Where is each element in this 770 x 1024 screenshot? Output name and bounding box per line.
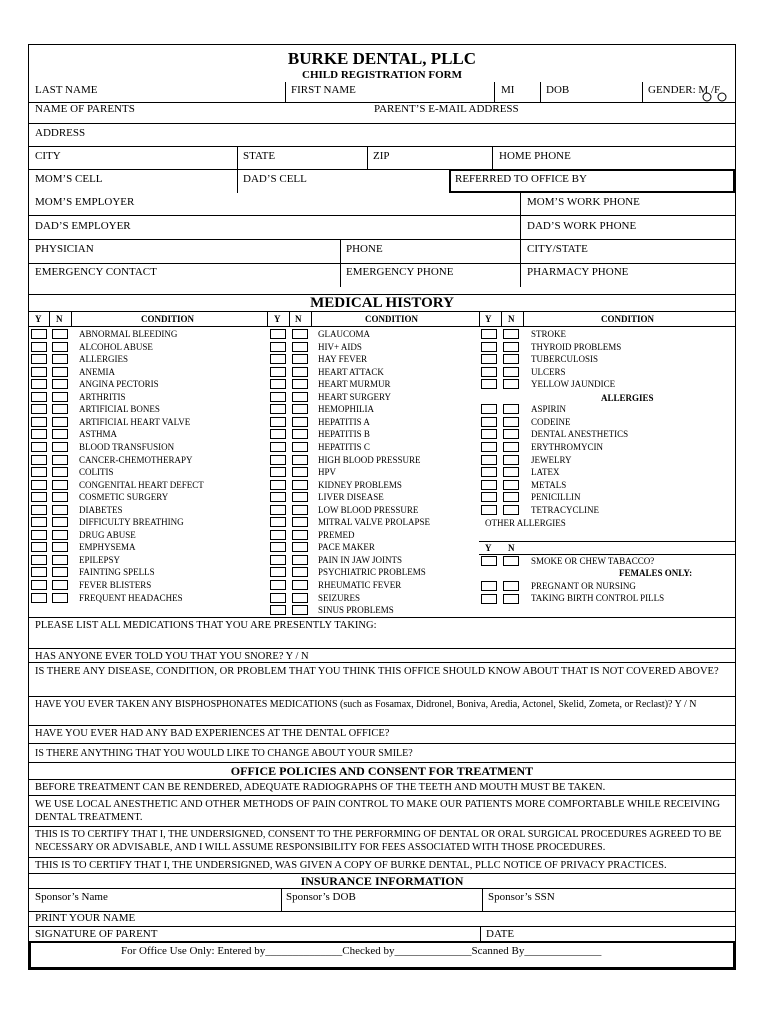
condition-no-checkbox[interactable] bbox=[52, 467, 68, 477]
condition-yes-checkbox[interactable] bbox=[270, 567, 286, 577]
condition-label: PAIN IN JAW JOINTS bbox=[318, 554, 403, 565]
condition-no-checkbox[interactable] bbox=[292, 505, 308, 515]
col2-n-header: N bbox=[295, 314, 302, 324]
condition-label: ABNORMAL BLEEDING bbox=[79, 329, 178, 339]
pregnant-question: PREGNANT OR NURSING bbox=[531, 581, 636, 591]
condition-no-checkbox[interactable] bbox=[52, 429, 68, 439]
condition-label: HEPATITIS C bbox=[318, 441, 370, 452]
condition-no-checkbox[interactable] bbox=[52, 593, 68, 603]
condition-yes-checkbox[interactable] bbox=[481, 379, 497, 389]
col3-condition-header: CONDITION bbox=[601, 314, 655, 324]
condition-no-checkbox[interactable] bbox=[52, 404, 68, 414]
condition-yes-checkbox[interactable] bbox=[481, 329, 497, 339]
condition-yes-checkbox[interactable] bbox=[31, 354, 47, 364]
condition-yes-checkbox[interactable] bbox=[31, 342, 47, 352]
condition-no-checkbox[interactable] bbox=[52, 480, 68, 490]
condition-label: YELLOW JAUNDICE bbox=[531, 379, 616, 390]
birth-control-question: TAKING BIRTH CONTROL PILLS bbox=[531, 593, 665, 603]
condition-yes-checkbox[interactable] bbox=[31, 329, 47, 339]
condition-label: EMPHYSEMA bbox=[79, 542, 136, 553]
female-question-yes-checkbox[interactable] bbox=[481, 594, 497, 604]
condition-no-checkbox[interactable] bbox=[52, 367, 68, 377]
condition-no-checkbox[interactable] bbox=[292, 455, 308, 465]
condition-label: MITRAL VALVE PROLAPSE bbox=[318, 517, 431, 528]
condition-no-checkbox[interactable] bbox=[292, 354, 308, 364]
condition-no-checkbox[interactable] bbox=[52, 542, 68, 552]
home-phone-field[interactable]: HOME PHONE bbox=[499, 150, 571, 162]
condition-label: METALS bbox=[531, 479, 567, 490]
condition-no-checkbox[interactable] bbox=[52, 342, 68, 352]
condition-yes-checkbox[interactable] bbox=[31, 530, 47, 540]
condition-label: THYROID PROBLEMS bbox=[531, 341, 622, 352]
condition-no-checkbox[interactable] bbox=[292, 605, 308, 615]
name-of-parents-field[interactable]: NAME OF PARENTS bbox=[35, 103, 135, 115]
condition-label: ASTHMA bbox=[79, 429, 118, 440]
condition-label: CANCER-CHEMOTHERAPY bbox=[79, 454, 193, 465]
condition-label: JEWELRY bbox=[531, 454, 572, 465]
condition-yes-checkbox[interactable] bbox=[31, 593, 47, 603]
condition-label: HIGH BLOOD PRESSURE bbox=[318, 454, 421, 465]
smoke-no-checkbox[interactable] bbox=[503, 556, 519, 566]
condition-label: LIVER DISEASE bbox=[318, 492, 384, 503]
condition-yes-checkbox[interactable] bbox=[270, 492, 286, 502]
condition-yes-checkbox[interactable] bbox=[270, 404, 286, 414]
parent-email-field[interactable]: PARENT’S E-MAIL ADDRESS bbox=[374, 103, 519, 115]
bisphosphonates-question[interactable]: HAVE YOU EVER TAKEN ANY BISPHOSPHONATES MEDICATIONS (such as Fosamax, Didronel, Boniva, Aredia, Actonel, Skelid, Zometa, or Reclast)? Y / N bbox=[35, 699, 697, 710]
policy-anesthetic: WE USE LOCAL ANESTHETIC AND OTHER METHODS OF PAIN CONTROL TO MAKE OUR PATIENTS MORE COMFORTABLE WHILE RECEIVING DENTAL TREATMENT. bbox=[35, 799, 721, 823]
condition-yes-checkbox[interactable] bbox=[270, 542, 286, 552]
condition-no-checkbox[interactable] bbox=[292, 379, 308, 389]
condition-yes-checkbox[interactable] bbox=[31, 555, 47, 565]
medical-history-title: MEDICAL HISTORY bbox=[310, 295, 454, 311]
condition-yes-checkbox[interactable] bbox=[31, 467, 47, 477]
condition-yes-checkbox[interactable] bbox=[31, 517, 47, 527]
condition-yes-checkbox[interactable] bbox=[31, 480, 47, 490]
condition-label: SINUS PROBLEMS bbox=[318, 605, 394, 616]
condition-yes-checkbox[interactable] bbox=[270, 342, 286, 352]
allergy-no-checkbox[interactable] bbox=[503, 492, 519, 502]
condition-label: DENTAL ANESTHETICS bbox=[531, 429, 629, 440]
form-title: CHILD REGISTRATION FORM bbox=[302, 69, 462, 81]
zip-field[interactable]: ZIP bbox=[373, 150, 390, 162]
condition-no-checkbox[interactable] bbox=[292, 467, 308, 477]
col2-condition-header: CONDITION bbox=[365, 314, 419, 324]
allergy-yes-checkbox[interactable] bbox=[481, 417, 497, 427]
condition-label: PACE MAKER bbox=[318, 542, 375, 553]
dads-employer-field[interactable]: DAD’S EMPLOYER bbox=[35, 220, 131, 232]
gender-field[interactable]: GENDER: M /F bbox=[648, 84, 721, 96]
condition-no-checkbox[interactable] bbox=[503, 379, 519, 389]
condition-label: HEPATITIS A bbox=[318, 416, 370, 427]
condition-no-checkbox[interactable] bbox=[292, 480, 308, 490]
condition-no-checkbox[interactable] bbox=[52, 492, 68, 502]
condition-label: COLITIS bbox=[79, 467, 114, 478]
condition-label: HEART MURMUR bbox=[318, 379, 391, 390]
condition-yes-checkbox[interactable] bbox=[270, 505, 286, 515]
condition-label: CODEINE bbox=[531, 416, 571, 427]
condition-label: HEMOPHILIA bbox=[318, 404, 374, 415]
last-name-field[interactable]: LAST NAME bbox=[35, 84, 98, 96]
allergy-yes-checkbox[interactable] bbox=[481, 492, 497, 502]
print-name-field[interactable]: PRINT YOUR NAME bbox=[35, 912, 136, 924]
condition-label: ARTIFICIAL BONES bbox=[79, 404, 160, 415]
condition-no-checkbox[interactable] bbox=[292, 555, 308, 565]
smoke-yes-checkbox[interactable] bbox=[481, 556, 497, 566]
condition-label: GLAUCOMA bbox=[318, 329, 371, 339]
condition-label: DRUG ABUSE bbox=[79, 529, 136, 540]
condition-yes-checkbox[interactable] bbox=[270, 480, 286, 490]
condition-no-checkbox[interactable] bbox=[292, 442, 308, 452]
condition-label: ARTIFICIAL HEART VALVE bbox=[79, 416, 191, 427]
condition-no-checkbox[interactable] bbox=[503, 354, 519, 364]
mi-field[interactable]: MI bbox=[501, 84, 515, 96]
col1-n-header: N bbox=[56, 314, 63, 324]
col2-y-header: Y bbox=[274, 314, 281, 324]
condition-yes-checkbox[interactable] bbox=[31, 392, 47, 402]
condition-yes-checkbox[interactable] bbox=[31, 417, 47, 427]
condition-label: HEART ATTACK bbox=[318, 366, 384, 377]
condition-no-checkbox[interactable] bbox=[52, 567, 68, 577]
condition-label: ASPIRIN bbox=[531, 404, 567, 415]
allergy-yes-checkbox[interactable] bbox=[481, 404, 497, 414]
city-field[interactable]: CITY bbox=[35, 150, 61, 162]
condition-label: DIABETES bbox=[79, 504, 123, 515]
condition-no-checkbox[interactable] bbox=[52, 555, 68, 565]
condition-label: PREMED bbox=[318, 529, 355, 540]
col3-y-header: Y bbox=[485, 314, 492, 324]
condition-no-checkbox[interactable] bbox=[292, 542, 308, 552]
condition-label: PENICILLIN bbox=[531, 492, 581, 503]
condition-label: HIV+ AIDS bbox=[318, 341, 362, 352]
condition-no-checkbox[interactable] bbox=[503, 342, 519, 352]
moms-employer-field[interactable]: MOM’S EMPLOYER bbox=[35, 196, 135, 208]
form-frame bbox=[28, 44, 736, 970]
condition-label: PSYCHIATRIC PROBLEMS bbox=[318, 567, 426, 578]
condition-no-checkbox[interactable] bbox=[52, 442, 68, 452]
condition-label: ALLERGIES bbox=[79, 354, 128, 365]
condition-label: ANGINA PECTORIS bbox=[79, 379, 159, 390]
condition-yes-checkbox[interactable] bbox=[270, 530, 286, 540]
condition-no-checkbox[interactable] bbox=[52, 530, 68, 540]
allergy-yes-checkbox[interactable] bbox=[481, 455, 497, 465]
condition-yes-checkbox[interactable] bbox=[270, 605, 286, 615]
disease-question[interactable]: IS THERE ANY DISEASE, CONDITION, OR PROBLEM THAT YOU THINK THIS OFFICE SHOULD KNOW ABOUT THAT IS NOT COVERED ABOVE? bbox=[35, 666, 719, 677]
allergy-yes-checkbox[interactable] bbox=[481, 505, 497, 515]
policy-privacy: THIS IS TO CERTIFY THAT I, THE UNDERSIGNED, WAS GIVEN A COPY OF BURKE DENTAL, PLLC NOTICE OF PRIVACY PRACTICES. bbox=[35, 860, 667, 871]
condition-yes-checkbox[interactable] bbox=[270, 392, 286, 402]
signature-field[interactable]: SIGNATURE OF PARENT bbox=[35, 928, 158, 940]
dads-cell-field[interactable]: DAD’S CELL bbox=[243, 173, 307, 185]
allergy-yes-checkbox[interactable] bbox=[481, 429, 497, 439]
smoke-question: SMOKE OR CHEW TABACCO? bbox=[531, 556, 655, 566]
col3-n-header: N bbox=[508, 314, 515, 324]
condition-no-checkbox[interactable] bbox=[52, 392, 68, 402]
condition-yes-checkbox[interactable] bbox=[270, 517, 286, 527]
condition-no-checkbox[interactable] bbox=[292, 367, 308, 377]
pharmacy-phone-field[interactable]: PHARMACY PHONE bbox=[527, 266, 629, 278]
emergency-phone-field[interactable]: EMERGENCY PHONE bbox=[346, 266, 454, 278]
condition-no-checkbox[interactable] bbox=[503, 367, 519, 377]
condition-yes-checkbox[interactable] bbox=[270, 354, 286, 364]
condition-label: COSMETIC SURGERY bbox=[79, 492, 169, 503]
allergy-no-checkbox[interactable] bbox=[503, 404, 519, 414]
condition-yes-checkbox[interactable] bbox=[31, 404, 47, 414]
emergency-contact-field[interactable]: EMERGENCY CONTACT bbox=[35, 266, 157, 278]
condition-no-checkbox[interactable] bbox=[292, 530, 308, 540]
condition-label: FREQUENT HEADACHES bbox=[79, 592, 183, 603]
female-question-no-checkbox[interactable] bbox=[503, 581, 519, 591]
clinic-name: BURKE DENTAL, PLLC bbox=[287, 49, 477, 68]
condition-yes-checkbox[interactable] bbox=[31, 367, 47, 377]
condition-label: ALCOHOL ABUSE bbox=[79, 341, 153, 352]
condition-yes-checkbox[interactable] bbox=[270, 467, 286, 477]
moms-cell-field[interactable]: MOM’S CELL bbox=[35, 173, 103, 185]
physician-field[interactable]: PHYSICIAN bbox=[35, 243, 94, 255]
condition-yes-checkbox[interactable] bbox=[31, 567, 47, 577]
condition-yes-checkbox[interactable] bbox=[31, 379, 47, 389]
condition-label: LOW BLOOD PRESSURE bbox=[318, 504, 419, 515]
condition-no-checkbox[interactable] bbox=[292, 329, 308, 339]
condition-no-checkbox[interactable] bbox=[52, 580, 68, 590]
condition-no-checkbox[interactable] bbox=[292, 392, 308, 402]
condition-no-checkbox[interactable] bbox=[52, 505, 68, 515]
address-field[interactable]: ADDRESS bbox=[35, 127, 86, 139]
allergy-no-checkbox[interactable] bbox=[503, 480, 519, 490]
condition-label: HPV bbox=[318, 467, 337, 478]
condition-yes-checkbox[interactable] bbox=[270, 455, 286, 465]
smile-question[interactable]: IS THERE ANYTHING THAT YOU WOULD LIKE TO CHANGE ABOUT YOUR SMILE? bbox=[35, 748, 413, 759]
smoke-y-header: Y bbox=[485, 543, 492, 553]
condition-label: EPILEPSY bbox=[79, 554, 121, 565]
condition-label: TETRACYCLINE bbox=[531, 504, 599, 515]
city-state-field[interactable]: CITY/STATE bbox=[527, 243, 588, 255]
condition-no-checkbox[interactable] bbox=[292, 593, 308, 603]
condition-yes-checkbox[interactable] bbox=[481, 354, 497, 364]
female-question-yes-checkbox[interactable] bbox=[481, 581, 497, 591]
snore-question[interactable]: HAS ANYONE EVER TOLD YOU THAT YOU SNORE? Y / N bbox=[35, 651, 309, 662]
condition-yes-checkbox[interactable] bbox=[270, 593, 286, 603]
condition-label: FAINTING SPELLS bbox=[79, 567, 155, 578]
condition-label: STROKE bbox=[531, 329, 567, 339]
allergy-no-checkbox[interactable] bbox=[503, 455, 519, 465]
condition-yes-checkbox[interactable] bbox=[270, 580, 286, 590]
moms-work-phone-field[interactable]: MOM’S WORK PHONE bbox=[527, 196, 640, 208]
condition-yes-checkbox[interactable] bbox=[270, 417, 286, 427]
other-allergies-field[interactable]: OTHER ALLERGIES bbox=[485, 518, 566, 528]
condition-no-checkbox[interactable] bbox=[52, 329, 68, 339]
condition-no-checkbox[interactable] bbox=[292, 429, 308, 439]
condition-label: ULCERS bbox=[531, 366, 566, 377]
condition-yes-checkbox[interactable] bbox=[31, 429, 47, 439]
condition-label: ERYTHROMYCIN bbox=[531, 441, 604, 452]
condition-yes-checkbox[interactable] bbox=[31, 505, 47, 515]
col1-condition-header: CONDITION bbox=[141, 314, 195, 324]
dob-field[interactable]: DOB bbox=[546, 84, 570, 96]
condition-yes-checkbox[interactable] bbox=[270, 442, 286, 452]
allergy-no-checkbox[interactable] bbox=[503, 442, 519, 452]
condition-label: HAY FEVER bbox=[318, 354, 368, 365]
condition-label: DIFFICULTY BREATHING bbox=[79, 517, 184, 528]
condition-label: ANEMIA bbox=[79, 366, 115, 377]
policy-radiographs: BEFORE TREATMENT CAN BE RENDERED, ADEQUATE RADIOGRAPHS OF THE TEETH AND MOUTH MUST BE TAKEN. bbox=[35, 782, 606, 793]
dads-work-phone-field[interactable]: DAD’S WORK PHONE bbox=[527, 220, 637, 232]
allergy-no-checkbox[interactable] bbox=[503, 467, 519, 477]
allergy-yes-checkbox[interactable] bbox=[481, 442, 497, 452]
condition-no-checkbox[interactable] bbox=[292, 492, 308, 502]
condition-no-checkbox[interactable] bbox=[292, 580, 308, 590]
condition-yes-checkbox[interactable] bbox=[270, 379, 286, 389]
insurance-title: INSURANCE INFORMATION bbox=[300, 874, 464, 888]
phone-field[interactable]: PHONE bbox=[346, 243, 383, 255]
bad-experiences-question[interactable]: HAVE YOU EVER HAD ANY BAD EXPERIENCES AT THE DENTAL OFFICE? bbox=[35, 728, 390, 739]
condition-label: HEPATITIS B bbox=[318, 429, 370, 440]
allergy-no-checkbox[interactable] bbox=[503, 429, 519, 439]
condition-no-checkbox[interactable] bbox=[52, 379, 68, 389]
condition-yes-checkbox[interactable] bbox=[270, 555, 286, 565]
condition-label: LATEX bbox=[531, 467, 560, 478]
condition-yes-checkbox[interactable] bbox=[31, 542, 47, 552]
condition-label: BLOOD TRANSFUSION bbox=[79, 441, 175, 452]
sponsor-name-field[interactable]: Sponsor’s Name bbox=[35, 891, 108, 903]
referred-by-label: REFERRED TO OFFICE BY bbox=[455, 173, 587, 185]
condition-label: TUBERCULOSIS bbox=[531, 354, 599, 365]
allergy-yes-checkbox[interactable] bbox=[481, 480, 497, 490]
condition-yes-checkbox[interactable] bbox=[270, 329, 286, 339]
condition-no-checkbox[interactable] bbox=[292, 342, 308, 352]
females-only-title: FEMALES ONLY: bbox=[619, 568, 693, 578]
condition-yes-checkbox[interactable] bbox=[270, 367, 286, 377]
condition-label: RHEUMATIC FEVER bbox=[318, 580, 402, 590]
condition-no-checkbox[interactable] bbox=[52, 417, 68, 427]
allergy-yes-checkbox[interactable] bbox=[481, 467, 497, 477]
policies-title: OFFICE POLICIES AND CONSENT FOR TREATMENT bbox=[230, 764, 534, 778]
condition-yes-checkbox[interactable] bbox=[31, 455, 47, 465]
sponsor-ssn-field[interactable]: Sponsor’s SSN bbox=[488, 891, 555, 903]
condition-yes-checkbox[interactable] bbox=[270, 429, 286, 439]
condition-no-checkbox[interactable] bbox=[52, 517, 68, 527]
allergies-title: ALLERGIES bbox=[601, 393, 654, 403]
smoke-n-header: N bbox=[508, 543, 515, 553]
policy-consent: THIS IS TO CERTIFY THAT I, THE UNDERSIGNED, CONSENT TO THE PERFORMING OF DENTAL OR ORAL SURGICAL PROCEDURES AGREED TO BE NECESSARY OR ADVISABLE, AND I WILL ASSUME RESPONSIBILITY FOR FEES ASSOCIATED WITH THOSE PROCEDURES. bbox=[35, 829, 722, 853]
date-field[interactable]: DATE bbox=[486, 928, 515, 940]
condition-no-checkbox[interactable] bbox=[292, 517, 308, 527]
first-name-field[interactable]: FIRST NAME bbox=[291, 84, 356, 96]
allergy-no-checkbox[interactable] bbox=[503, 417, 519, 427]
condition-yes-checkbox[interactable] bbox=[31, 492, 47, 502]
female-question-no-checkbox[interactable] bbox=[503, 594, 519, 604]
office-use-line: For Office Use Only: Entered by______________Checked by______________Scanned By______________ bbox=[121, 945, 602, 957]
condition-no-checkbox[interactable] bbox=[292, 417, 308, 427]
condition-yes-checkbox[interactable] bbox=[481, 342, 497, 352]
condition-yes-checkbox[interactable] bbox=[31, 580, 47, 590]
state-field[interactable]: STATE bbox=[243, 150, 276, 162]
condition-label: FEVER BLISTERS bbox=[79, 580, 152, 590]
condition-label: ARTHRITIS bbox=[79, 391, 126, 402]
condition-no-checkbox[interactable] bbox=[52, 455, 68, 465]
condition-no-checkbox[interactable] bbox=[52, 354, 68, 364]
condition-label: SEIZURES bbox=[318, 592, 361, 603]
condition-label: HEART SURGERY bbox=[318, 391, 392, 402]
condition-label: KIDNEY PROBLEMS bbox=[318, 479, 402, 490]
condition-label: CONGENITAL HEART DEFECT bbox=[79, 479, 204, 490]
col1-y-header: Y bbox=[35, 314, 42, 324]
allergy-no-checkbox[interactable] bbox=[503, 505, 519, 515]
condition-yes-checkbox[interactable] bbox=[31, 442, 47, 452]
condition-no-checkbox[interactable] bbox=[292, 404, 308, 414]
condition-no-checkbox[interactable] bbox=[292, 567, 308, 577]
condition-yes-checkbox[interactable] bbox=[481, 367, 497, 377]
sponsor-dob-field[interactable]: Sponsor’s DOB bbox=[286, 891, 356, 903]
condition-no-checkbox[interactable] bbox=[503, 329, 519, 339]
medications-question[interactable]: PLEASE LIST ALL MEDICATIONS THAT YOU ARE PRESENTLY TAKING: bbox=[35, 620, 377, 631]
